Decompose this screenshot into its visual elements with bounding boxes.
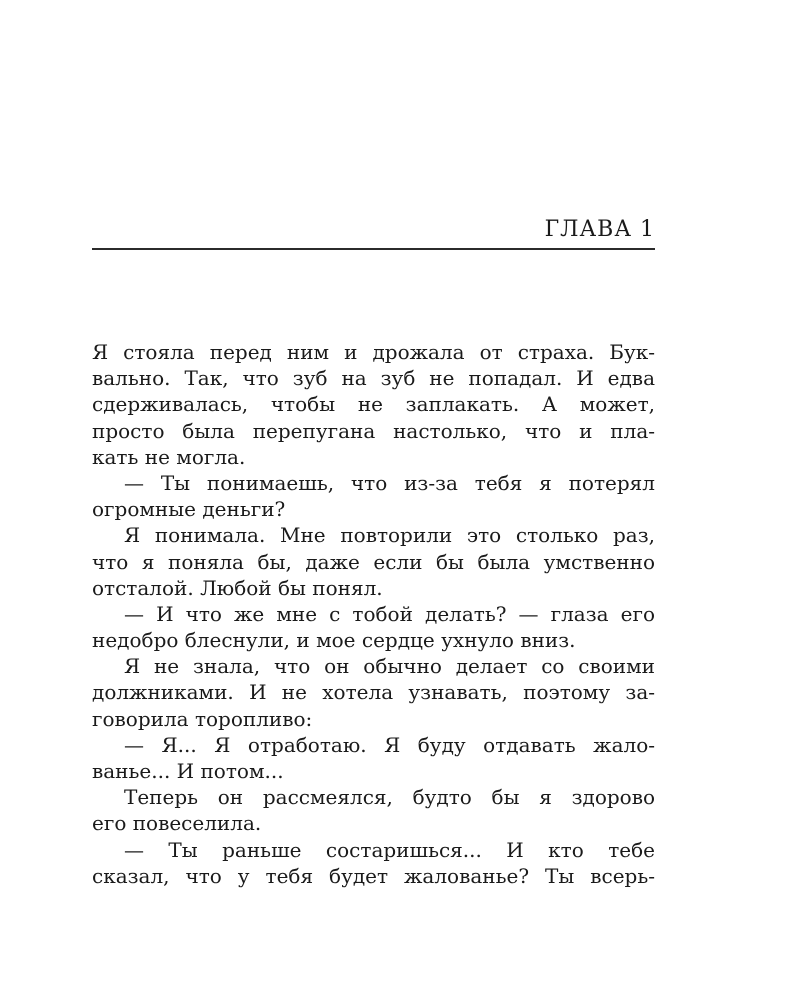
text-line: его повеселила. bbox=[92, 811, 262, 836]
text-line: — И что же мне с тобой делать? — глаза его bbox=[124, 601, 655, 626]
text-line: недобро блеснули, и мое сердце ухнуло вниз. bbox=[92, 628, 576, 653]
text-line: кать не могла. bbox=[92, 444, 246, 469]
chapter-rule bbox=[92, 248, 655, 250]
chapter-heading: ГЛАВА 1 bbox=[544, 217, 655, 242]
text-line: должниками. И не хотела узнавать, поэтому за- bbox=[92, 680, 655, 705]
text-line: Теперь он рассмеялся, будто бы я здорово bbox=[124, 785, 655, 810]
text-line: просто была перепугана настолько, что и пла- bbox=[92, 418, 655, 443]
text-line: — Ты раньше состаришься... И кто тебе bbox=[124, 837, 655, 862]
text-line: — Ты понимаешь, что из-за тебя я потерял bbox=[124, 470, 655, 495]
text-line: Я стояла перед ним и дрожала от страха. Бук- bbox=[92, 340, 655, 364]
text-line: ванье... И потом... bbox=[92, 759, 284, 783]
text-line: говорила торопливо: bbox=[92, 706, 313, 731]
text-line: Я не знала, что он обычно делает со своими bbox=[124, 654, 655, 679]
text-line: вально. Так, что зуб на зуб не попадал. И едва bbox=[92, 366, 655, 391]
text-line: огромные деньги? bbox=[92, 497, 286, 522]
text-line: сказал, что у тебя будет жалованье? Ты всерь- bbox=[92, 863, 655, 888]
body-text bbox=[92, 339, 655, 889]
text-line: Я понимала. Мне повторили это столько раз, bbox=[124, 523, 655, 548]
text-line: сдерживалась, чтобы не заплакать. А может, bbox=[92, 392, 655, 417]
text-line: отсталой. Любой бы понял. bbox=[92, 575, 383, 600]
text-line: что я поняла бы, даже если бы была умственно bbox=[92, 549, 655, 574]
text-line: — Я... Я отработаю. Я буду отдавать жало- bbox=[124, 732, 655, 757]
